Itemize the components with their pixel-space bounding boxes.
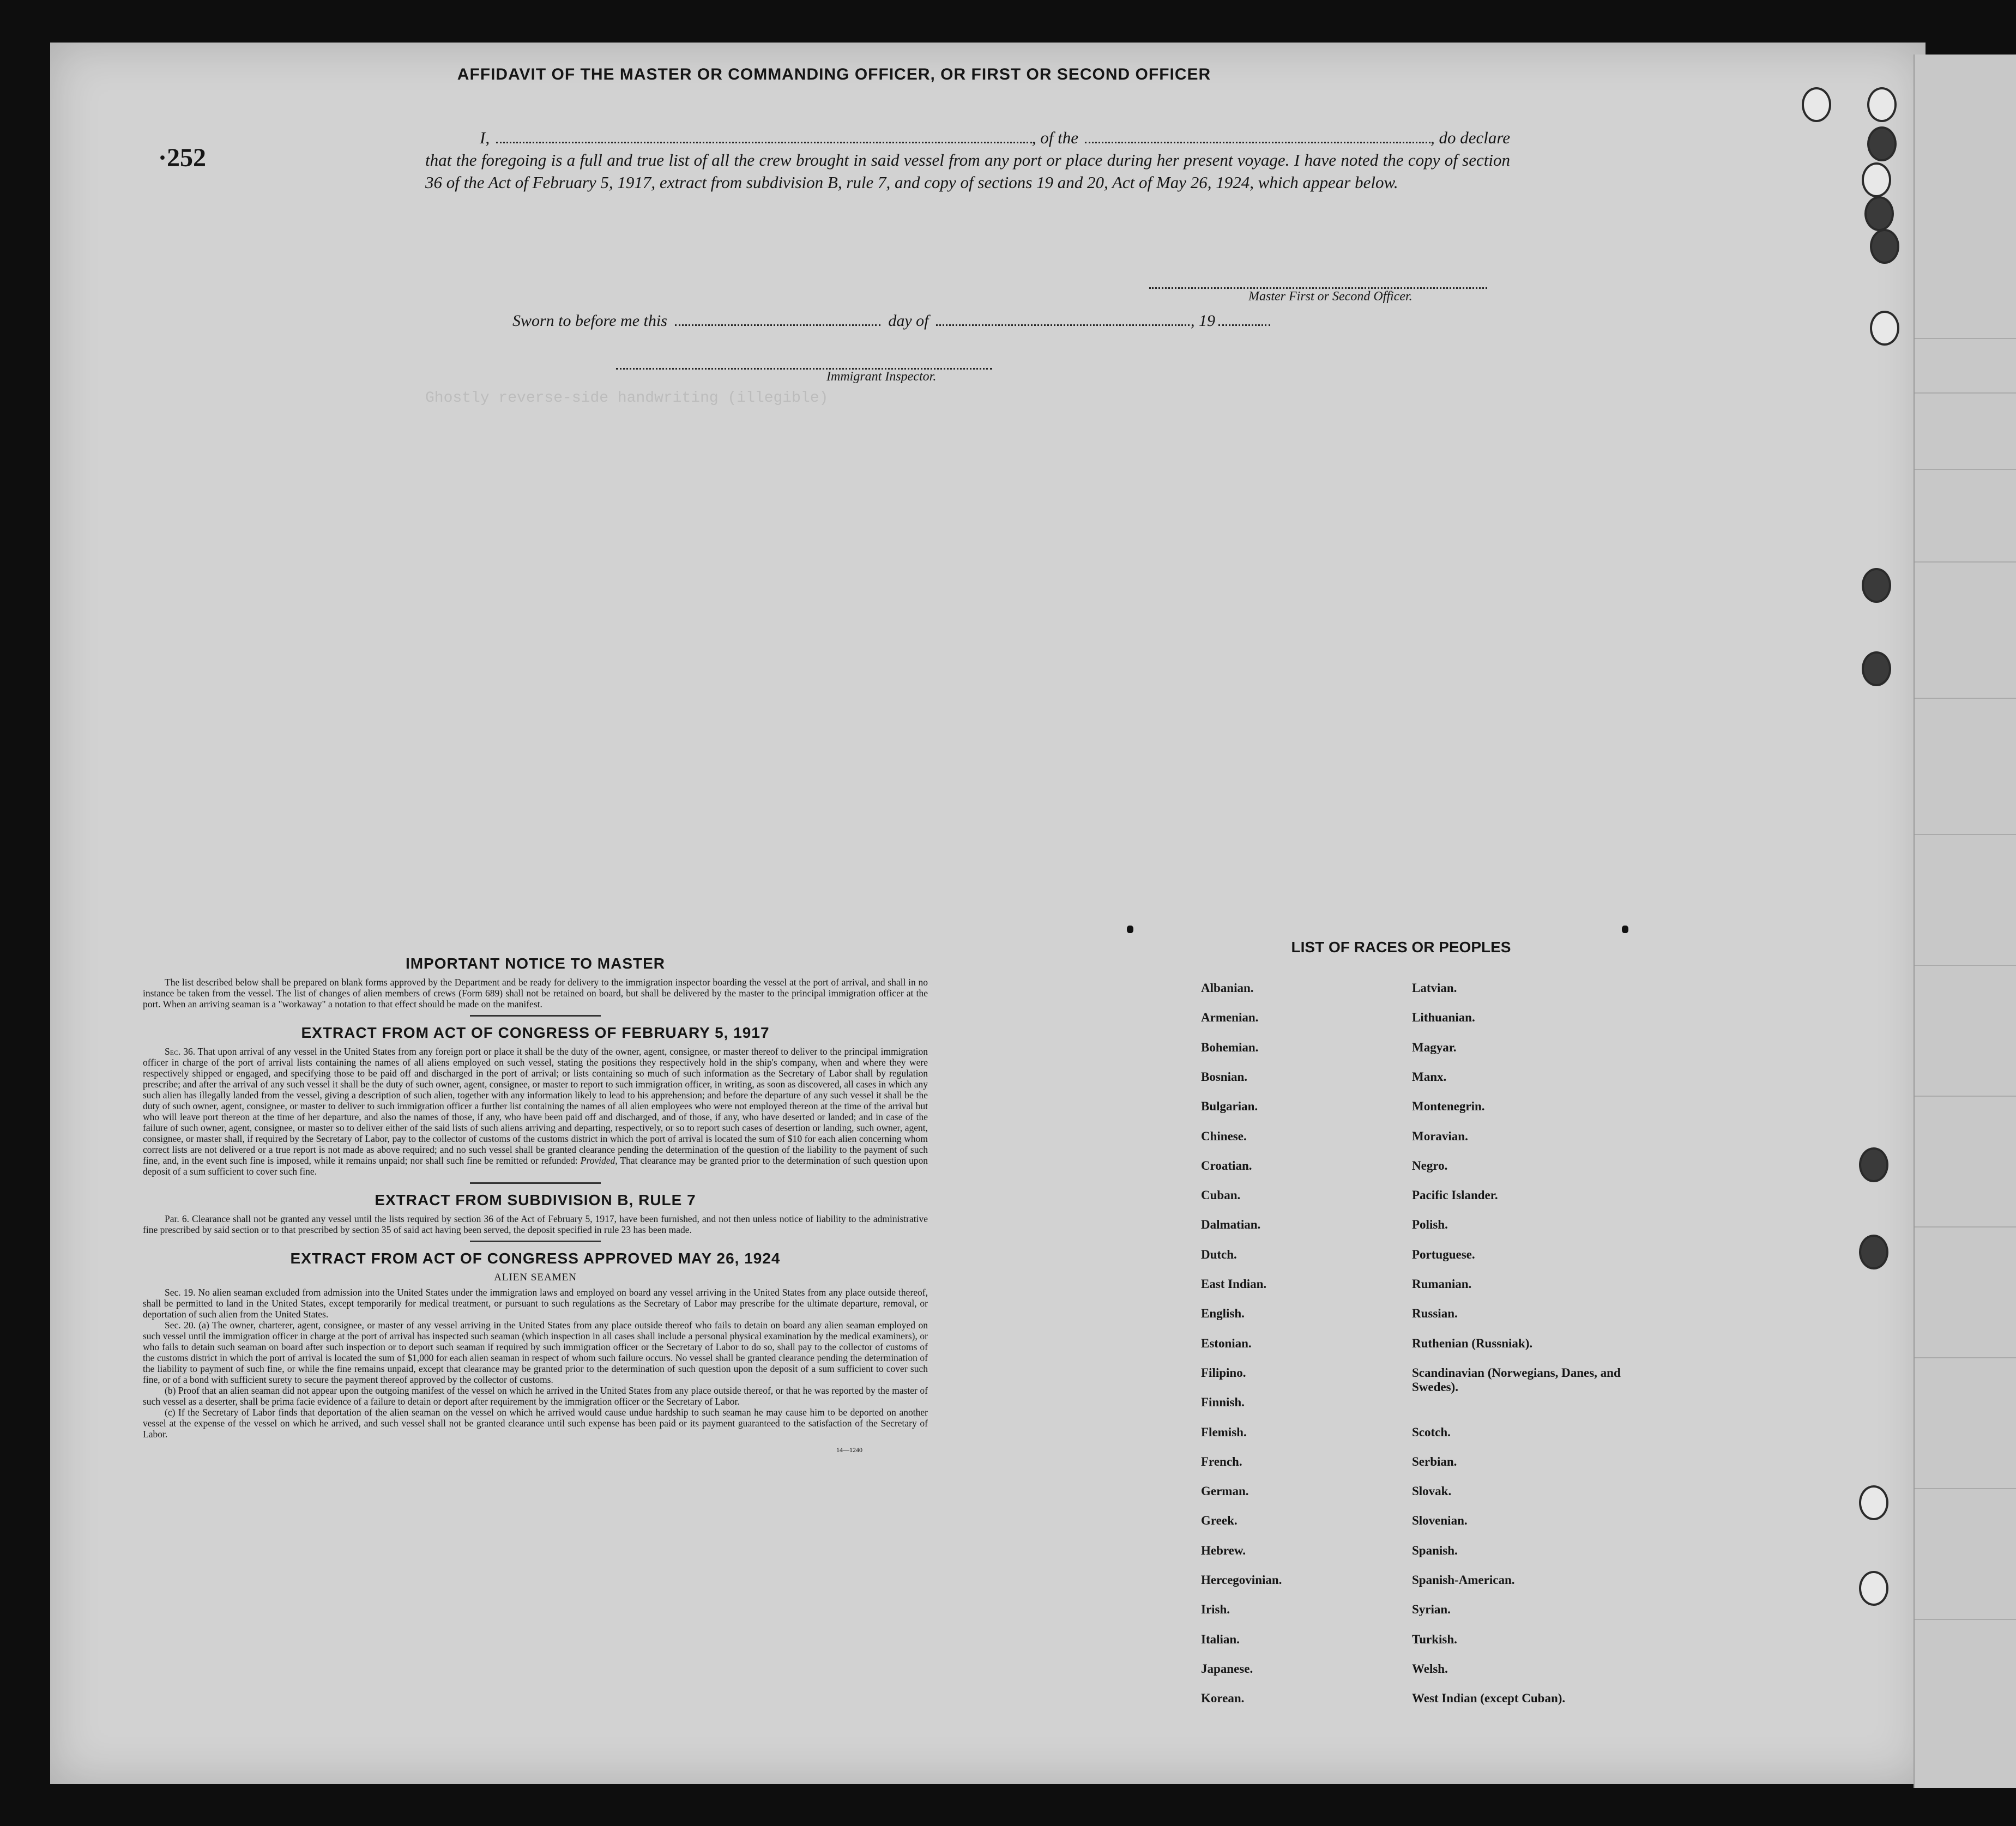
race-item: German.	[1201, 1484, 1249, 1498]
binding-hole	[1870, 311, 1899, 346]
race-item: Armenian.	[1201, 1011, 1259, 1025]
race-item: Dalmatian.	[1201, 1218, 1261, 1232]
binding-hole	[1862, 162, 1891, 197]
sworn-year-field[interactable]	[1218, 312, 1270, 326]
race-item: Italian.	[1201, 1632, 1240, 1646]
race-item: Pacific Islander.	[1412, 1188, 1498, 1202]
sworn-line	[512, 312, 1270, 330]
race-item: Magyar.	[1412, 1040, 1457, 1054]
master-signature-line[interactable]	[1149, 287, 1487, 289]
sec-20a-text: Sec. 20. (a) The owner, charterer, agent, consignee, or master of any vessel arriving in the United States from any place outside thereof who fails to detain on board any alien seaman employed on such vessel until the immigration officer in charge at the port of arrival has inspected such seaman (which inspection in all cases shall include a personal physical examination by the medical examiners), or who fails to detain such seaman on board after such inspection or to deport such seaman if required by such immigration officer or the Secretary of Labor to do so, shall pay to the collector of customs of the customs district in which the port of arrival is located the sum of $1,000 for each alien seaman in respect of whom such failure occurs. No vessel shall be granted clearance pending the determination of the liability to payment of such fine, or while the fine remains unpaid, except that clearance may be granted prior to the determination of such question upon the deposit of a sum sufficient to cover such fine, or of a bond with sufficient surety to secure the payment thereof approved by the collector of customs.	[143, 1320, 928, 1385]
race-item: Russian.	[1412, 1307, 1458, 1321]
race-item: Greek.	[1201, 1514, 1238, 1528]
ink-dot	[1622, 926, 1628, 933]
binding-hole	[1862, 568, 1891, 603]
bleed-through-crew-list: Ghostly reverse-side handwriting (illegible)	[425, 390, 829, 407]
divider	[470, 1182, 601, 1184]
race-item: French.	[1201, 1454, 1242, 1468]
subdivision-b-title: EXTRACT FROM SUBDIVISION B, RULE 7	[375, 1192, 696, 1208]
race-item: Flemish.	[1201, 1425, 1247, 1439]
race-item: Irish.	[1201, 1603, 1230, 1617]
vessel-name-field[interactable]	[1085, 130, 1430, 143]
race-item: Dutch.	[1201, 1247, 1237, 1261]
race-item: Bosnian.	[1201, 1069, 1248, 1084]
binding-hole	[1870, 229, 1899, 264]
race-item: Hebrew.	[1201, 1543, 1246, 1557]
race-item: Estonian.	[1201, 1336, 1252, 1350]
sworn-label: Sworn to before me this	[512, 312, 667, 330]
race-item: Negro.	[1412, 1158, 1448, 1172]
form-number: 14—1240	[836, 1446, 862, 1454]
race-item: Scotch.	[1412, 1425, 1451, 1439]
declaration-body: that the foregoing is a full and true list of all the crew brought in said vessel from any port or place during her present voyage. I have noted the copy of section 36 of the Act of February 5, 1917, extract from subdivision B, rule 7, and copy of sections 19 and 20, Act of May 26, 1924, which appear below.	[425, 150, 1510, 192]
race-item: Cuban.	[1201, 1188, 1241, 1202]
race-item: Spanish.	[1412, 1543, 1458, 1557]
race-item: Scandinavian (Norwegians, Danes, and Swedes).	[1412, 1365, 1621, 1394]
sec-20b-text: (b) Proof that an alien seaman did not appear upon the outgoing manifest of the vessel on which he arrived in the United States from any place outside thereof, or that he was reported by the master of such vessel as a deserter, shall be prima facie evidence of a failure to detain or deport after requirement by the immigration officer or the Secretary of Labor.	[143, 1385, 928, 1407]
race-item: Syrian.	[1412, 1603, 1451, 1617]
master-signature-label: Master First or Second Officer.	[1248, 289, 1413, 304]
notice-title: IMPORTANT NOTICE TO MASTER	[405, 955, 666, 972]
declaration-do-declare-label: , do declare	[1430, 128, 1510, 147]
race-item: Bohemian.	[1201, 1040, 1259, 1054]
sec-19-text: Sec. 19. No alien seaman excluded from admission into the United States under the immigration laws and employed on board any vessel arriving in the United States from any place outside thereof, shall be permitted to land in the United States, except temporarily for medical treatment, or pursuant to such regulations as the Secretary of Labor may prescribe for the ultimate departure, removal, or deportation of such alien from the United States.	[143, 1287, 928, 1320]
race-item: Turkish.	[1412, 1632, 1457, 1646]
race-item: Moravian.	[1412, 1129, 1468, 1143]
declaration-i-label: I,	[480, 128, 490, 147]
race-item: Polish.	[1412, 1218, 1448, 1232]
binding-hole	[1859, 1235, 1888, 1269]
race-item: East Indian.	[1201, 1277, 1267, 1291]
manifest-back-page	[50, 43, 1926, 1784]
binding-hole	[1867, 87, 1897, 122]
race-item: Slovak.	[1412, 1484, 1452, 1498]
binding-hole	[1859, 1147, 1888, 1182]
notices-column	[143, 955, 928, 1454]
binding-hole	[1802, 87, 1831, 122]
race-item: Spanish-American.	[1412, 1573, 1515, 1587]
divider	[470, 1015, 601, 1017]
ink-dot	[1127, 926, 1133, 933]
race-item: Finnish.	[1201, 1395, 1245, 1410]
extract-1917-title: EXTRACT FROM ACT OF CONGRESS OF FEBRUARY 5, 1917	[301, 1024, 770, 1041]
inspector-signature-label: Immigrant Inspector.	[826, 370, 937, 384]
sworn-day-field[interactable]	[675, 312, 880, 326]
sec-20c-text: (c) If the Secretary of Labor finds that deportation of the alien seaman on the vessel on which he arrived would cause undue hardship to such seaman he may cause him to be deported on another vessel at the expense of the vessel on which he arrived, and such vessel shall not be granted clearance until such expense has been paid or its payment guaranteed to the satisfaction of the Secretary of Labor.	[143, 1407, 928, 1440]
affidavit-title: AFFIDAVIT OF THE MASTER OR COMMANDING OFFICER, OR FIRST OR SECOND OFFICER	[457, 65, 1211, 83]
race-item: Slovenian.	[1412, 1514, 1468, 1528]
race-item: Chinese.	[1201, 1129, 1247, 1143]
binding-hole	[1864, 196, 1894, 231]
race-item: Lithuanian.	[1412, 1011, 1475, 1025]
race-item: Korean.	[1201, 1691, 1245, 1706]
race-item: West Indian (except Cuban).	[1412, 1691, 1566, 1706]
race-item: Hercegovinian.	[1201, 1573, 1282, 1587]
divider	[470, 1241, 601, 1242]
alien-seamen-subtitle: ALIEN SEAMEN	[494, 1272, 577, 1283]
extract-1924-title: EXTRACT FROM ACT OF CONGRESS APPROVED MAY 26, 1924	[290, 1250, 781, 1267]
race-item: Albanian.	[1201, 981, 1254, 995]
binding-hole	[1859, 1571, 1888, 1606]
race-item: Filipino.	[1201, 1365, 1246, 1380]
race-item: Manx.	[1412, 1069, 1447, 1084]
officer-name-field[interactable]	[496, 130, 1032, 143]
race-item: Portuguese.	[1412, 1247, 1475, 1261]
race-item: Latvian.	[1412, 981, 1457, 995]
race-item: Bulgarian.	[1201, 1099, 1258, 1114]
notice-text: The list described below shall be prepared on blank forms approved by the Department and be ready for delivery to the immigration inspector boarding the vessel at the port of arrival, and shall in no instance be taken from the vessel. The list of changes of alien members of crews (Form 689) shall not be retained on board, but shall be delivered by the master to the principal immigration officer at the port. When an arriving seaman is a "workaway" a notation to that effect should be made on the manifest.	[143, 977, 928, 1009]
day-of-label: day of	[888, 312, 929, 330]
year-label: , 19	[1191, 312, 1215, 330]
affidavit-declaration	[425, 126, 1510, 194]
race-item: Japanese.	[1201, 1661, 1253, 1676]
sworn-month-field[interactable]	[936, 312, 1190, 326]
race-item: Ruthenian (Russniak).	[1412, 1336, 1533, 1350]
races-title: LIST OF RACES OR PEOPLES	[1291, 939, 1511, 956]
race-item: Rumanian.	[1412, 1277, 1472, 1291]
race-item: Serbian.	[1412, 1454, 1457, 1468]
binding-hole	[1862, 651, 1891, 686]
binding-hole	[1867, 126, 1897, 161]
adjacent-page-edge	[1914, 55, 2016, 1788]
extract-1917-text: Sec. 36. That upon arrival of any vessel in the United States from any foreign port or place it shall be the duty of the owner, agent, consignee, or master thereof to deliver to the principal immigration officer in charge of the port of arrival lists containing the names of all aliens employed on such vessel, stating the positions they respectively hold in the ship's company, when and where they were respectively shipped or engaged, and specifying those to be paid off and discharged in the port of arrival; or lists containing so much of such information as the Secretary of Labor shall by regulation prescribe; and after the arrival of any such vessel it shall be the duty of such owner, agent, consignee, or master to report to such immigration officer, in writing, as soon as discovered, all cases in which any such alien has illegally landed from the vessel, giving a description of such alien, together with any information likely to lead to his apprehension; and before the departure of any such vessel it shall be the duty of such owner, agent, consignee, or master to deliver to such immigration officer a further list containing the names of all alien employees who were not employed thereon at the time of the arrival but who will leave port thereon at the time of her departure, and also the names of those, if any, who have been paid off and discharged, and of those, if any, who have deserted or landed; and in case of the failure of such owner, agent, consignee, or master so to deliver either of the said lists of such aliens arriving and departing, respectively, or so to report such cases of desertion or landing, such owner, agent, consignee, or master shall, if required by the Secretary of Labor, pay to the collector of customs of the customs district in which the port of arrival is located the sum of $10 for each alien concerning whom correct lists are not delivered or a true report is not made as above required; and no such vessel shall be granted clearance pending the determination of the question of the liability to the payment of such fine, and, in the event such fine is imposed, while it remains unpaid; nor shall such fine be remitted or refunded: Provided, That clearance may be granted prior to the determination of such question upon deposit of a sum sufficient to cover such fine.	[143, 1046, 928, 1177]
subdivision-b-text: Par. 6. Clearance shall not be granted any vessel until the lists required by section 36 of the Act of February 5, 1917, have been furnished, and not then unless notice of liability to the administrative fine prescribed by said section or to that prescribed by section 35 of said act having been served, the deposit specified in rule 23 has been made.	[143, 1213, 928, 1235]
race-item: Croatian.	[1201, 1158, 1252, 1172]
race-item: English.	[1201, 1307, 1245, 1321]
declaration-of-the-label: , of the	[1031, 128, 1078, 147]
margin-note: ·252	[158, 143, 207, 172]
race-item: Montenegrin.	[1412, 1099, 1485, 1114]
binding-hole	[1859, 1485, 1888, 1520]
race-item: Welsh.	[1412, 1661, 1448, 1676]
